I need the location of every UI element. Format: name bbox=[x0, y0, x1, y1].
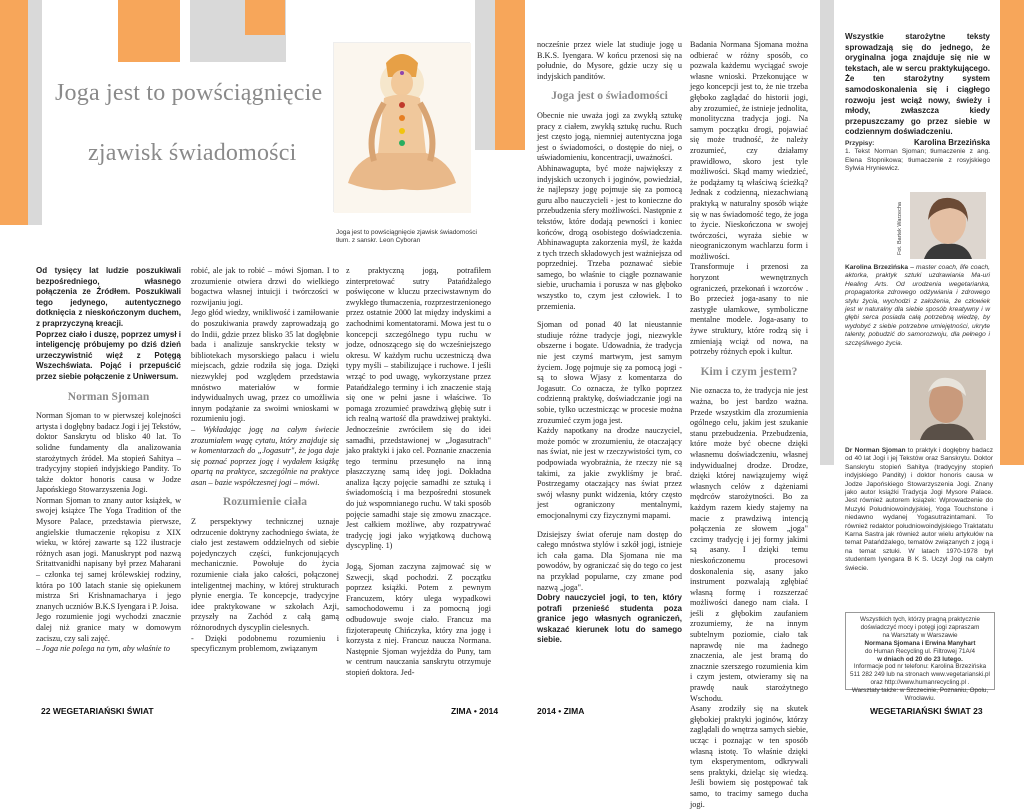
sjoman-bio-name: Dr Norman Sjoman bbox=[845, 447, 906, 454]
text-column-4 bbox=[537, 40, 682, 690]
section-heading-joga-jest-o-swiadomosci: Joga jest o świadomości bbox=[551, 90, 668, 103]
info-line: Wszystkich tych, którzy pragną praktycznie doświadczyć mocy i potęgi jogi zapraszam bbox=[859, 616, 981, 631]
yogi-illustration bbox=[333, 42, 470, 212]
figure-caption: Joga jest to powściągnięcie zjawisk świadomości tłum. z sanskr. Leon Cyboran bbox=[336, 229, 477, 244]
paragraph: Norman Sjoman to znany autor książek, w swojej książce The Yoga Tradition of the Mysore Palace, przedstawia pierwsze, angielskie tłumaczenie rękopisu z XIX wieku, w której zawarte są 122 ilustracje różnych asan jogi. Manuskrypt pod nazwą Sritattvanidhi napisany był przez Maharani – członka tej samej królewskiej rodziny, która po 100 latach stanie się opiekunem mistrza Sri Krishnamacharya i jego znanych uczniów B.K.S Iyengara i P. Joisa. bbox=[36, 495, 181, 611]
paragraph: Każdy napotkany na drodze nauczyciel, może pomóc w zrozumieniu, że otaczający nas świat, nie jest w rzeczywistości tym, co podpowiada wyobrażnia, że rzeczy nie są takimi, za jakie zwykliśmy je brać. Postrzegamy otaczający nas świat przez swój własny punkt widzenia, który często jest ograniczony mentalnymi, emocjonalnymi czy fizycznymi mapami. bbox=[537, 426, 682, 520]
info-line: na Warsztaty w Warszawie bbox=[882, 631, 958, 639]
paragraph: Transformuje i przenosi za horyzont wewnętrznych ograniczeń, przekonań i wzorców . Bo przecież joga-asany to nie zastygłe ułamkowe, symboliczne mentalne modele. Joga-asany to żywe struktury, które rodzą się i zmieniają wciąż od nowa, na potrzeby różnych epok i kultur. bbox=[690, 262, 808, 357]
closing-paragraph: Wszystkie starożytne teksty sprowadzają się do jednego, że oryginalna joga znajduje się nie w tekstach, ale w sercu praktykującego. Że ten starożytny system samodoskonalenia się i ciągłego rozwoju jest wciąż nowy, świeży i młody, zwłaszcza kiedy przepuszczamy go przez siebie w codziennym doświadczeniu. bbox=[845, 32, 990, 137]
info-line: Warsztaty także: w Szczecinie, Poznaniu, Opolu, Wrocławiu. bbox=[851, 687, 989, 703]
footer-right: WEGETARIAŃSKI ŚWIAT 23 bbox=[870, 706, 983, 716]
info-line: Informacje pod nr telefonu: Karolina Brzezińska 511 282 249 lub na stronach www.vegetarianski.pl oraz http://www.humanrecycling.pl . bbox=[850, 663, 990, 687]
lead-paragraph-2: Poprzez ciało i duszę, poprzez umysł i inteligencję próbujemy po dziś dzień urzeczywistnić więź z Potęgą Wszechświata. Pojąć i przepuścić przez siebie połączenie z Uniwersum. bbox=[36, 329, 181, 381]
bold-paragraph: Dobry nauczyciel jogi, to ten, który potrafi przenieść studenta poza granice jego własnych ograniczeń, wskazać kierunek lotu do samego siebie. bbox=[537, 593, 682, 645]
author-bio bbox=[845, 264, 990, 348]
paragraph: – Joga nie polega na tym, aby właśnie to bbox=[36, 644, 170, 654]
author-bio-name: Karolina Brzezińska bbox=[845, 264, 909, 271]
paragraph: Jego rozumienie jogi wychodzi znacznie dalej niż granice maty w domowym zaciszu, czy sali zajęć. bbox=[36, 612, 181, 643]
section-heading-rozumienie-ciala: Rozumienie ciała bbox=[223, 496, 307, 509]
info-line: do Human Recycling ul. Filtrowej 71A/4 bbox=[865, 647, 975, 655]
footnotes bbox=[845, 137, 990, 174]
sjoman-bio-text: to praktyk i dogłębny badacz od 40 lat Jogi i jej Tekstów oraz Sanskrytu. Doktor Sanskrytu stopień Sahitya (tradycyjny stopień indyjskiego Pandity) i doktor honoris causa w Jodze Japońskiego Stowarzyszenia Jogi. Znany jako autor książki Tradycja Jogi Mysore Palace. Jest również autorem książek: Wprowadzenie do Muzyki Południowoindyjskiej, Yoga Touchstone i niedawno wydanej Yogasutrazintamani. To również redaktor południowoindyjskiego Traktatatu Karna Sastra jak również autor wielu artykułów na temat Patańdżalego, tematów związanych z jogą i na temat sztuki. W latach 1970-1978 był studentem Iyengara B K S. Uczył Jogi na całym świecie. bbox=[845, 447, 993, 572]
footnotes-label: Przypisy: bbox=[845, 140, 875, 147]
lead-paragraph: Od tysięcy lat ludzie poszukiwali bezpośredniego, własnego połączenia ze Źródłem. Poszukiwali tego jedynego, autentycznego dotknięcia z nieskończonym duchem, z praprzyczyną kreacji. bbox=[36, 266, 181, 328]
article-title-line1: Joga jest to powściągnięcie bbox=[55, 80, 323, 106]
gray-bar-mid bbox=[475, 0, 495, 150]
paragraph: Jego głód wiedzy, wnikliwość i zamiłowanie do poszukiwania prawdy zaprowadzają go do Indii, gdzie przez blisko 35 lat dogłębnie bada i analizuje sanskryckie teksty w bibliotekach mysorskiego pałacu i wielu miejscach, gdzie rodziła się joga. Dzięki niezwykłej pod względem przedstawia mnóstwo materiałów w formie indywidualnych uwag, przez co umożliwia innym podążanie za swoimi wnioskami w rozumieniu jogi. bbox=[191, 308, 339, 424]
orange-block-top-2 bbox=[245, 0, 285, 35]
info-line: Normana Sjomana i Erwina Manyhart bbox=[864, 639, 976, 647]
orange-bar-mid bbox=[495, 0, 525, 150]
paragraph: Badania Normana Sjomana można odbierać w różny sposób, co pozwala każdemu wyciągać swoje własne wnioski. Przekonujące w jego koncepcji jest to, że nie trzeba głęboko zaglądać do historii jogi, aby zrozumieć, że istnieje jednolita, monolityczna tradycja jogi. Na samym początku drogi, pojawiać się może trudność, że należy zrozumieć, czy działamy prawidłowo, skoro jest tyle możliwości. Skąd mamy wiedzieć, że podążamy tą właściwą ścieżką? Jednak z codzienną, niezachwianą praktyką w naturalny sposób wiąże się w nas świadomość tego, że joga to życie. Nieskończona w swojej twórczości, wyraża siebie w nieograniczonym wachlarzu form i możliwości. bbox=[690, 40, 808, 261]
paragraph: Jogą, Sjoman zaczyna zajmować się w Szwecji, skąd pochodzi. Z początku poprzez książki. Potem z pewnym Francuzem, który ulega wypadkowi samochodowemu i za pomocną jogi odbudowuje swoje ciało. Francuz ma fizjoterapeutę Chińczyka, który zna jogę i korzysta z niej. Francuz naucza Normana. Następnie Sjoman wyjeżdża do Puny, tam w centrum nauczania sanskrytu otrzymuje stopień doktora. Jed- bbox=[346, 562, 491, 677]
paragraph: Sjoman od ponad 40 lat nieustannie studiuje różne tradycje jogi, niezwykle obszerne i bogate. Udowadnia, że tradycja nie jest czymś martwym, jest samym życiem. Jogę pojmuje się za pomocą jogi - są to słowa Wjasy z komentarza do Jogasutr. Co oznacza, że tylko poprzez codzienną praktykę, doświadczanie jogi na sobie, tylko uczestnicząc w procesie można zrozumieć czym joga jest. bbox=[537, 320, 682, 425]
info-line: w dniach od 20 do 23 lutego. bbox=[877, 655, 963, 663]
author-photo bbox=[910, 192, 986, 259]
text-column-1 bbox=[36, 266, 181, 701]
paragraph: Obecnie nie uważa jogi za zwykłą sztukę pracy z ciałem, zwykłą sztukę ruchu. Ruch jest często jogą, niemniej autentyczna joga jest o świadomości, o dostępie do niej, o uświadomieniu, koncentracji, uważności. bbox=[537, 110, 682, 163]
paragraph: z praktyczną jogą, potrafiłem zinterpretować sutry Patańdżalego poświęcone w kluczu przeciwstawnym do zwykłego tłumaczenia, rozprzestrzenionego przez ostatnie 2000 lat między indyskimi a zachodnimi komentatorami. Mowa jest tu o koncepcji szczególnego typu ruchu w jodze, odnoszącego się do wcześniejszego okresu. W każdym ruchu uczestniczą dwa typy myśli – stabilizujące i ruchowe. I jeśli wrząć to pod uwagę, wykorzystane przez Patańdżalego terminy i ich znaczenie stają się one w pełni jasne i właściwe. To pomaga zrozumieć prawdziwą głębię sutr i ich realną wartość dla prawdziwej praktyki. Jednocześnie zwróciłem się do idei samadhi, przedstawionej w „Jogasutrach" jako praktyki i jako cel. Poznanie znaczenia tego terminu przesunęło na inną płaszczyznę samą ideę jogi. Dokładna analiza łączy pojęcie samadhi ze sztuką i świadomością i ma bezpośredni stosunek do już wspomnianego ruchu. W taki sposób pojęcie samadhi staje się zmowu znaczące. Jest całkiem możliwe, aby rozpatrywać tradycję jogi jako wyjątkową duchową dyscyplinę. 1) bbox=[346, 266, 491, 551]
article-title-line2: zjawisk świadomości bbox=[88, 140, 297, 166]
article-author: Karolina Brzezińska bbox=[913, 137, 990, 147]
sjoman-photo bbox=[910, 370, 986, 440]
orange-bar-left bbox=[0, 0, 28, 225]
text-column-5 bbox=[690, 40, 808, 809]
orange-bar-right bbox=[1000, 0, 1024, 465]
text-column-2 bbox=[191, 266, 339, 701]
paragraph: Norman Sjoman to w pierwszej kolejności artysta i dogłębny badacz Jogi i jej Tekstów, doktor Sanskrytu od blisko 40 lat. To solidne fundamenty dla analizowania starożytnych źródeł. Ma stopień Sahitya – tradycyjny stopień indyjskiego Pandity. To także doktor honoris causa w Jodze Japońskiego Stowarzyszenia Jogi. bbox=[36, 411, 181, 495]
paragraph: Abhinawagupta, być może największy z indyjskich uczonych i joginów, powiedział, że najlepszy jogę pojmuje się za pomocą guru albo nauczycieli - jest to konieczne do przebudzenia sfery możliwości. Następnie z tekstów, które dodają pewności i koniec końców, drogą osobistego doświadczenia. Abhinawagupta zakorzenia myśl, że każda z tych trzech składowych jest ważniejsza od poprzedniej. Trzeba poznawać siebie samego, bo właśnie to ciągłe poznawanie siebie, uruchamia i porusza w nas głęboko wszystko to, czym jest człowiek. I to przemienia. bbox=[537, 163, 682, 311]
footer-mid-right: 2014 • ZIMA bbox=[537, 706, 585, 716]
gray-bar-left bbox=[28, 0, 42, 225]
quote-paragraph: – Wykładając jogę na całym świecie zrozumiałem wagę cytatu, który znajduje się w komentarzach do „Jogasutr", że joga daje się poznać poprzez jogę i wydałem książkę opartą na praktyce, szczególnie na praktyce asan – bazie współczesnej jogi – mówi. bbox=[191, 424, 339, 487]
section-heading-kim-i-czym-jestem: Kim i czym jestem? bbox=[700, 365, 798, 378]
gray-bar-right bbox=[820, 0, 834, 465]
section-heading-norman-sjoman: Norman Sjoman bbox=[67, 390, 150, 403]
text-column-6 bbox=[845, 32, 990, 152]
text-column-3 bbox=[346, 266, 491, 701]
paragraph: - Dzięki podobnemu rozumieniu i specyficznym problemom, związanym bbox=[191, 633, 339, 654]
paragraph: Z perspektywy technicznej uznaje odrzucenie doktryny zachodniego świata, że ciało jest zestawem oddzielnych od siebie pojedynczych części, funkcjonujących mechanicznie. Powołuje do życia rozumienie ciała jako całości, połączonej inteligentnej machiny, w której strukturach płynie energia. Te koncepcje, tradycyjne idee praktykowane w szkołach Azji, przyszły na Zachód z całą gamą różnorodnych dyscyplin cielesnych. bbox=[191, 517, 339, 632]
workshop-info-box bbox=[845, 612, 995, 703]
footer-left: 22 WEGETARIAŃSKI ŚWIAT bbox=[41, 706, 154, 716]
paragraph: Nie oznacza to, że tradycja nie jest ważna, bo jest bardzo ważna. Przede wszystkim dla zrozumienia ogólnego celu, jakim jest szukanie stanu przebudzenia. Przebudzenia, które może być obecne dzięki własnemu doświadczeniu, własnej indywidualnej drodze. Drodze, dzięki której nawiązujemy więź własnych celów z dążeniami mędrców starożytności. Bo za każdym razem kiedy stajemy na macie z prawdziwą intencją połączenia ze słowem „joga" czcimy tradycję i jej formy jakimi są asany. I dzięki temu nieskończonemu procesowi doskonalenia się, asany jako instrument pozwalają zgłębiać własną formę i rozszerzać możliwości danego nam ciała. I jeśli z głębokim zaufaniem zrozumiemy, że na innym subtelnym poziomie, ciało tak naprawdę nie ma żadnego znaczenia, ale jest bramą do znacznie szerszego rozumienia kim i czym jestem, otwieramy się na prawdę nauk starożytnego Wschodu. bbox=[690, 386, 808, 703]
footer-mid-left: ZIMA • 2014 bbox=[451, 706, 499, 716]
orange-block-top bbox=[118, 0, 180, 62]
paragraph: Asany zrodziły się na skutek głębokiej praktyki joginów, którzy zaglądali do wnętrza samych siebie, ucząc i poznając w ten sposób własną istotę. To właśnie dzięki tym eksperymentom, odkrywali sens praktyki, dzieląc się wiedzą. Jeśli bowiem się postępować tak samo, to tracimy samego ducha jogi. bbox=[690, 704, 808, 809]
footnotes-text: 1. Tekst Norman Sjoman; tłumaczenie z ang. Elena Stopnikowa; tłumaczenie z rosyjskiego Sylwia Hryniewicz. bbox=[845, 148, 990, 173]
paragraph: Dzisiejszy świat oferuje nam dostęp do całego mnóstwa stylów i szkół jogi, istnieje ich cała gama. Dla Sjomana nie ma powodów, by ograniczać się do tego co jest na przykład popularne, czy zmane pod nazwą „joga". bbox=[537, 529, 682, 592]
sjoman-bio bbox=[845, 447, 993, 573]
paragraph: nocześnie przez wiele lat studiuje jogę u B.K.S. Iyengara. W końcu przenosi się na południe, do Mysore, gdzie uczy się u indyjskich panditów. bbox=[537, 40, 682, 81]
photo-credit: Fot. Bartek Warzecha bbox=[897, 202, 903, 255]
paragraph: robić, ale jak to robić – mówi Sjoman. I to zrozumienie otwiera drzwi do wielkiego bogactwa własnej intuicji i twórczości w rozwijaniu jogi. bbox=[191, 266, 339, 307]
author-bio-text: – master coach, life coach, aktorka, praktyk sztuki uzdrawiania Ma-uri Healing Arts. Od urodzenia wegetarianka, propagatorka zdrowego odżywiania i zdrowego stylu życia, wychodzi z założenia, że człowiek jest w naturalny dla siebie sposób kreatywny i w głębi serca posiada całą potrzebną wiedzę, by wydobyć z siebie potrzebne umiejętności, ukryte talenty, pobudzić do samorozwoju, dla pełnego i szczęśliwego życia. bbox=[845, 264, 990, 347]
